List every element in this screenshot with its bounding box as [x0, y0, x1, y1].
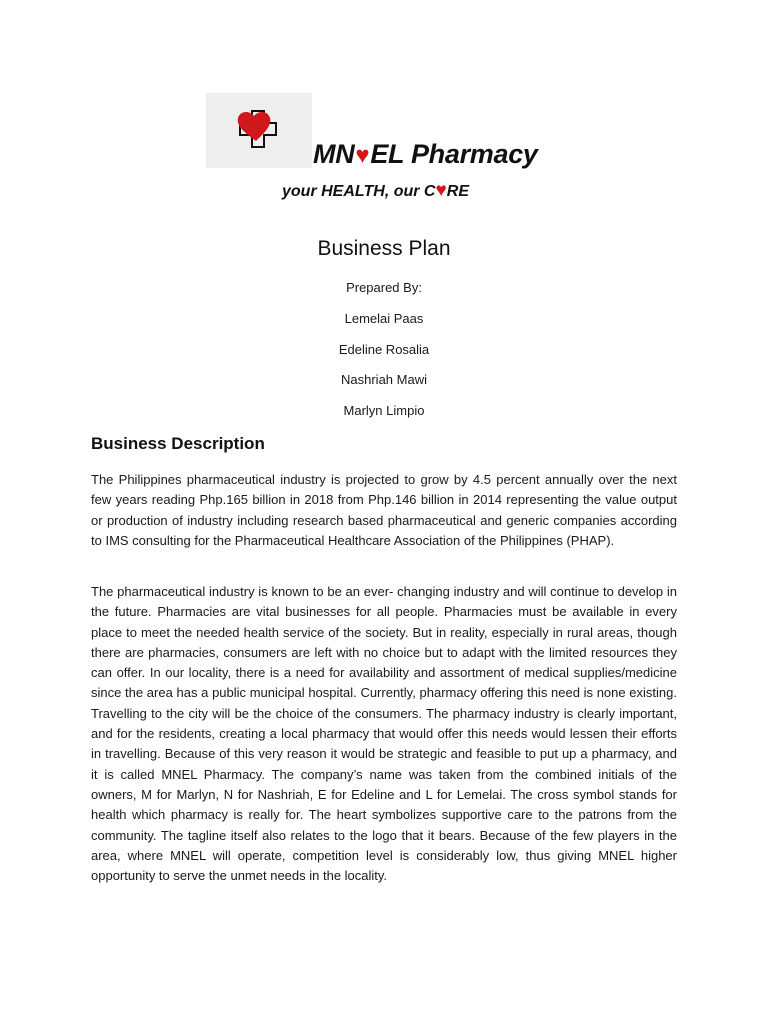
- section-heading: Business Description: [91, 434, 265, 453]
- document-title: Business Plan: [317, 237, 451, 260]
- author-name: Edeline Rosalia: [338, 342, 430, 357]
- brand-name-start: MN: [313, 139, 355, 169]
- paragraph: The Philippines pharmaceutical industry is projected to grow by 4.5 percent annually over the next few years reading Php.165 billion in 2018 from Php.146 billion in 2014 representing the value output or production of industry including research based pharmaceutical and generic companies according to IMS consulting for the Pharmaceutical Healthcare Association of the Philippines (PHAP).: [91, 472, 677, 548]
- brand-name: [313, 139, 538, 170]
- author-name: Nashriah Mawi: [341, 372, 427, 387]
- brand-name-end: EL Pharmacy: [370, 139, 538, 169]
- heart-icon: ♥: [355, 142, 370, 169]
- heart-cross-logo-icon: [234, 105, 284, 155]
- tagline-start: your HEALTH, our C: [282, 183, 436, 200]
- author-name: Marlyn Limpio: [343, 403, 425, 418]
- logo: [206, 93, 312, 168]
- tagline: [282, 180, 469, 202]
- author-name: Lemelai Paas: [344, 311, 424, 326]
- tagline-end: RE: [446, 183, 469, 200]
- heart-icon: ♥: [435, 180, 447, 201]
- paragraph: The pharmaceutical industry is known to be an ever- changing industry and will continue to develop in the future. Pharmacies are vital businesses for all people. Pharmacies must be available in every place to meet the needed health service of the society. But in reality, especially in rural areas, though there are pharmacies, consumers are left with no choice but to adapt with the limited resources they can offer. In our locality, there is a need for availability and assortment of medical supplies/medicine since the area has a public municipal hospital. Currently, pharmacy offering this need is none existing. Travelling to the city will be the choice of the consumers. The pharmacy industry is clearly important, and for the residents, creating a local pharmacy that would offer this needs would lessen their efforts in travelling. Because of this very reason it would be strategic and feasible to put up a pharmacy, and it is called MNEL Pharmacy. The company’s name was taken from the combined initials of the owners, M for Marlyn, N for Nashriah, E for Edeline and L for Lemelai. The cross symbol stands for health which pharmacy is really for. The heart symbolizes supportive care to the patrons from the community. The tagline itself also relates to the logo that it bears. Because of the few players in the area, where MNEL will operate, competition level is considerably low, thus giving MNEL higher opportunity to serve the unmet needs in the locality.: [91, 584, 677, 884]
- prepared-by-label: Prepared By:: [346, 280, 422, 295]
